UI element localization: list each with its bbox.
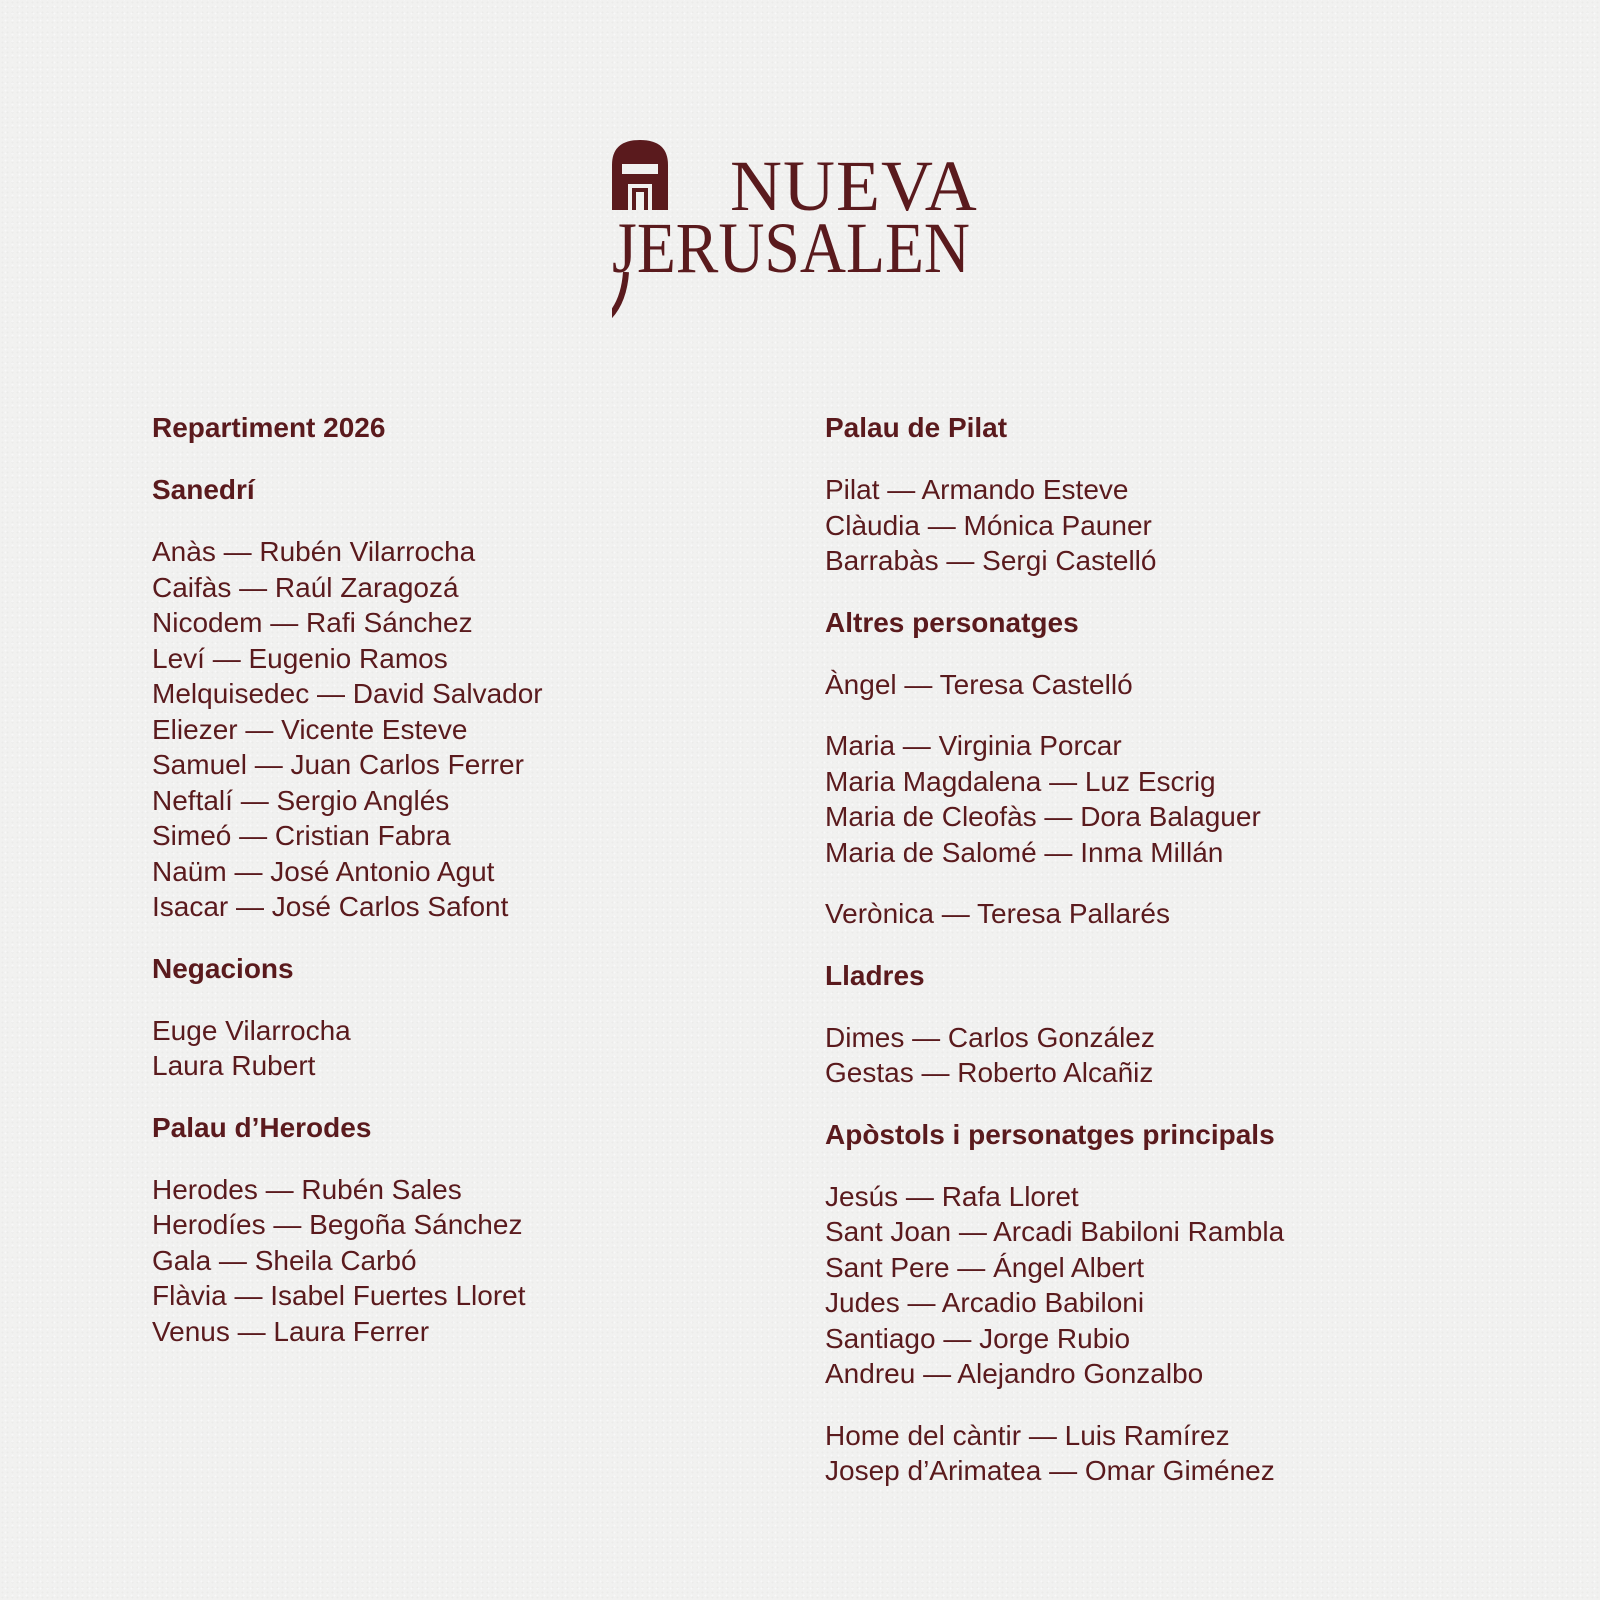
cast-entry: Samuel — Juan Carlos Ferrer	[152, 749, 524, 780]
page-title: Repartiment 2026	[152, 412, 386, 443]
cast-list-lladres	[825, 1020, 1465, 1091]
cast-entry: Gestas — Roberto Alcañiz	[825, 1057, 1154, 1088]
logo-line-1: NUEVA	[730, 146, 978, 226]
logo-line-2: JERUSALEN	[612, 208, 970, 288]
cast-entry: Nicodem — Rafi Sánchez	[152, 607, 473, 638]
cast-list-apostols-1	[825, 1179, 1465, 1392]
cast-entry: Maria — Virginia Porcar	[825, 730, 1122, 761]
cast-entry: Judes — Arcadio Babiloni	[825, 1287, 1145, 1318]
cast-entry: Maria de Cleofàs — Dora Balaguer	[825, 801, 1261, 832]
cast-entry: Maria de Salomé — Inma Millán	[825, 836, 1224, 868]
section-heading-altres: Altres personatges	[825, 606, 1079, 638]
cast-entry: Andreu — Alejandro Gonzalbo	[825, 1358, 1204, 1389]
section-heading-lladres: Lladres	[825, 959, 925, 991]
cast-entry: Melquisedec — David Salvador	[152, 678, 543, 709]
cast-entry: Leví — Eugenio Ramos	[152, 642, 448, 674]
logo	[612, 140, 992, 330]
cast-entry: Clàudia — Mónica Pauner	[825, 509, 1152, 541]
cast-list-altres-3	[825, 896, 1465, 932]
cast-entry: Naüm — José Antonio Agut	[152, 855, 495, 887]
cast-entry: Gala — Sheila Carbó	[152, 1244, 417, 1276]
cast-entry: Barrabàs — Sergi Castelló	[825, 545, 1157, 576]
section-heading-sanedri: Sanedrí	[152, 474, 255, 505]
section-heading-apostols: Apòstols i personatges principals	[825, 1118, 1275, 1150]
cast-entry: Maria Magdalena — Luz Escrig	[825, 765, 1216, 797]
cast-list-altres-1	[825, 667, 1465, 703]
cast-entry: Herodíes — Begoña Sánchez	[152, 1209, 523, 1240]
cast-list-apostols-2	[825, 1418, 1465, 1489]
right-column	[825, 410, 1465, 1515]
cast-list-altres-2	[825, 728, 1465, 870]
cast-entry: Eliezer — Vicente Esteve	[152, 713, 468, 745]
cast-entry: Isacar — José Carlos Safont	[152, 891, 509, 922]
cast-entry: Simeó — Cristian Fabra	[152, 820, 451, 851]
cast-entry: Pilat — Armando Esteve	[825, 474, 1129, 505]
cast-list-herodes	[152, 1172, 792, 1350]
cast-entry: Euge Vilarrocha	[152, 1014, 351, 1046]
cast-entry: Neftalí — Sergio Anglés	[152, 784, 450, 816]
section-heading-herodes: Palau d’Herodes	[152, 1111, 372, 1143]
cast-list-pilat	[825, 472, 1465, 579]
cast-entry: Santiago — Jorge Rubio	[825, 1322, 1131, 1354]
cast-entry: Laura Rubert	[152, 1050, 316, 1081]
cast-entry: Jesús — Rafa Lloret	[825, 1180, 1079, 1212]
cast-list-negacions	[152, 1013, 792, 1084]
cast-entry: Venus — Laura Ferrer	[152, 1315, 430, 1347]
cast-entry: Dimes — Carlos González	[825, 1021, 1155, 1053]
section-heading-pilat: Palau de Pilat	[825, 412, 1008, 443]
cast-list-sanedri	[152, 534, 792, 925]
cast-entry: Josep d’Arimatea — Omar Giménez	[825, 1455, 1275, 1486]
cast-entry: Verònica — Teresa Pallarés	[825, 898, 1170, 929]
cast-entry: Herodes — Rubén Sales	[152, 1173, 462, 1205]
cast-entry: Sant Pere — Ángel Albert	[825, 1251, 1145, 1283]
arch-building-icon	[612, 140, 668, 210]
cast-entry: Sant Joan — Arcadi Babiloni Rambla	[825, 1216, 1285, 1247]
left-column	[152, 410, 792, 1375]
cast-entry: Flàvia — Isabel Fuertes Lloret	[152, 1280, 526, 1311]
cast-entry: Anàs — Rubén Vilarrocha	[152, 536, 476, 567]
cast-entry: Àngel — Teresa Castelló	[825, 668, 1133, 700]
cast-entry: Home del càntir — Luis Ramírez	[825, 1419, 1230, 1451]
cast-entry: Caifàs — Raúl Zaragozá	[152, 571, 459, 603]
section-heading-negacions: Negacions	[152, 952, 294, 984]
